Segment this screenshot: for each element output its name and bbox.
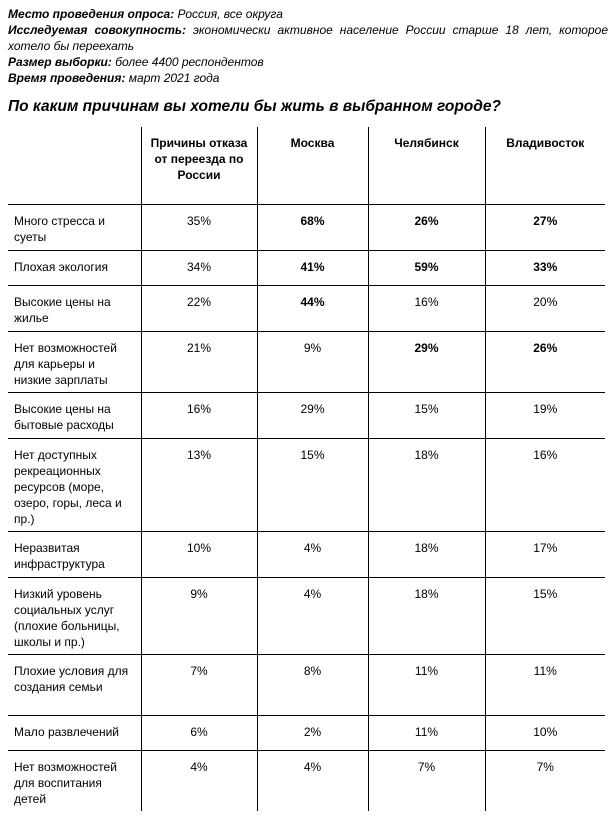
row-value: 59%: [368, 250, 485, 285]
table-header-row: [8, 127, 605, 204]
meta-sample-value: более 4400 респондентов: [111, 55, 264, 69]
table-row: [8, 204, 605, 250]
row-value: 33%: [485, 250, 605, 285]
row-value: 18%: [368, 531, 485, 577]
table-row: [8, 577, 605, 654]
row-value: 4%: [257, 577, 368, 654]
row-reason: Плохие условия для создания семьи: [14, 663, 129, 694]
row-reason: Высокие цены на бытовые расходы: [14, 401, 114, 432]
meta-time: [8, 70, 608, 86]
row-value: 11%: [485, 654, 605, 715]
table-row: [8, 392, 605, 438]
row-value: 17%: [485, 531, 605, 577]
row-value: 4%: [257, 750, 368, 811]
row-value: 2%: [257, 715, 368, 750]
row-value: 26%: [368, 204, 485, 250]
row-value: 41%: [257, 250, 368, 285]
row-value: 26%: [485, 331, 605, 392]
row-reason: Много стресса и суеты: [14, 213, 105, 244]
table-row: [8, 531, 605, 577]
row-value: 20%: [485, 285, 605, 331]
table-row: [8, 654, 605, 715]
row-value: 19%: [485, 392, 605, 438]
meta-population-value: экономически активное население России старше 18 лет, которое хотело бы переехать: [8, 23, 608, 53]
row-reason: Мало развлечений: [14, 724, 119, 739]
meta-place-label: Место проведения опроса:: [8, 7, 175, 21]
header-vladivostok: Владивосток: [485, 127, 605, 204]
meta-place: [8, 6, 608, 22]
row-value: 15%: [257, 438, 368, 531]
meta-population-label: Исследуемая совокупность:: [8, 23, 187, 37]
row-value: 18%: [368, 577, 485, 654]
row-value: 21%: [141, 331, 257, 392]
table-row: [8, 438, 605, 531]
row-value: 4%: [141, 750, 257, 811]
row-value: 16%: [485, 438, 605, 531]
row-value: 68%: [257, 204, 368, 250]
row-value: 13%: [141, 438, 257, 531]
header-moscow: Москва: [257, 127, 368, 204]
row-reason: Нет возможностей для карьеры и низкие зарплаты: [14, 340, 117, 387]
row-reason: Низкий уровень социальных услуг (плохие больницы, школы и пр.): [14, 586, 120, 649]
row-value: 7%: [368, 750, 485, 811]
row-value: 18%: [368, 438, 485, 531]
meta-sample-label: Размер выборки:: [8, 55, 112, 69]
row-value: 9%: [257, 331, 368, 392]
meta-place-value: Россия, все округа: [174, 7, 283, 21]
row-value: 8%: [257, 654, 368, 715]
row-reason: Нет возможностей для воспитания детей: [14, 759, 117, 806]
meta-population: [8, 22, 608, 54]
table-row: [8, 715, 605, 750]
table-row: [8, 750, 605, 811]
question-heading: По каким причинам вы хотели бы жить в выбранном городе?: [8, 98, 501, 115]
row-reason: Нет доступных рекреационных ресурсов (море, озеро, горы, леса и пр.): [14, 447, 122, 526]
row-value: 10%: [141, 531, 257, 577]
meta-time-value: март 2021 года: [125, 71, 220, 85]
row-value: 22%: [141, 285, 257, 331]
row-value: 7%: [485, 750, 605, 811]
row-value: 15%: [485, 577, 605, 654]
row-value: 34%: [141, 250, 257, 285]
row-value: 6%: [141, 715, 257, 750]
row-value: 35%: [141, 204, 257, 250]
survey-meta: [8, 6, 608, 86]
header-reason: [8, 127, 141, 204]
header-chelyabinsk: Челябинск: [368, 127, 485, 204]
results-table: [8, 127, 605, 811]
row-reason: Неразвитая инфраструктура: [14, 540, 105, 571]
row-value: 27%: [485, 204, 605, 250]
row-value: 9%: [141, 577, 257, 654]
row-reason: Плохая экология: [14, 259, 108, 274]
row-value: 11%: [368, 654, 485, 715]
table-row: [8, 285, 605, 331]
row-value: 10%: [485, 715, 605, 750]
table-body: [8, 204, 605, 811]
table-row: [8, 250, 605, 285]
row-value: 16%: [368, 285, 485, 331]
row-value: 11%: [368, 715, 485, 750]
row-value: 29%: [368, 331, 485, 392]
header-russia: Причины отказа от переезда по России: [141, 127, 257, 204]
row-reason: Высокие цены на жилье: [14, 294, 111, 325]
row-value: 29%: [257, 392, 368, 438]
table-row: [8, 331, 605, 392]
row-value: 16%: [141, 392, 257, 438]
meta-time-label: Время проведения:: [8, 71, 126, 85]
row-value: 4%: [257, 531, 368, 577]
row-value: 7%: [141, 654, 257, 715]
row-value: 15%: [368, 392, 485, 438]
row-value: 44%: [257, 285, 368, 331]
meta-sample: [8, 54, 608, 70]
